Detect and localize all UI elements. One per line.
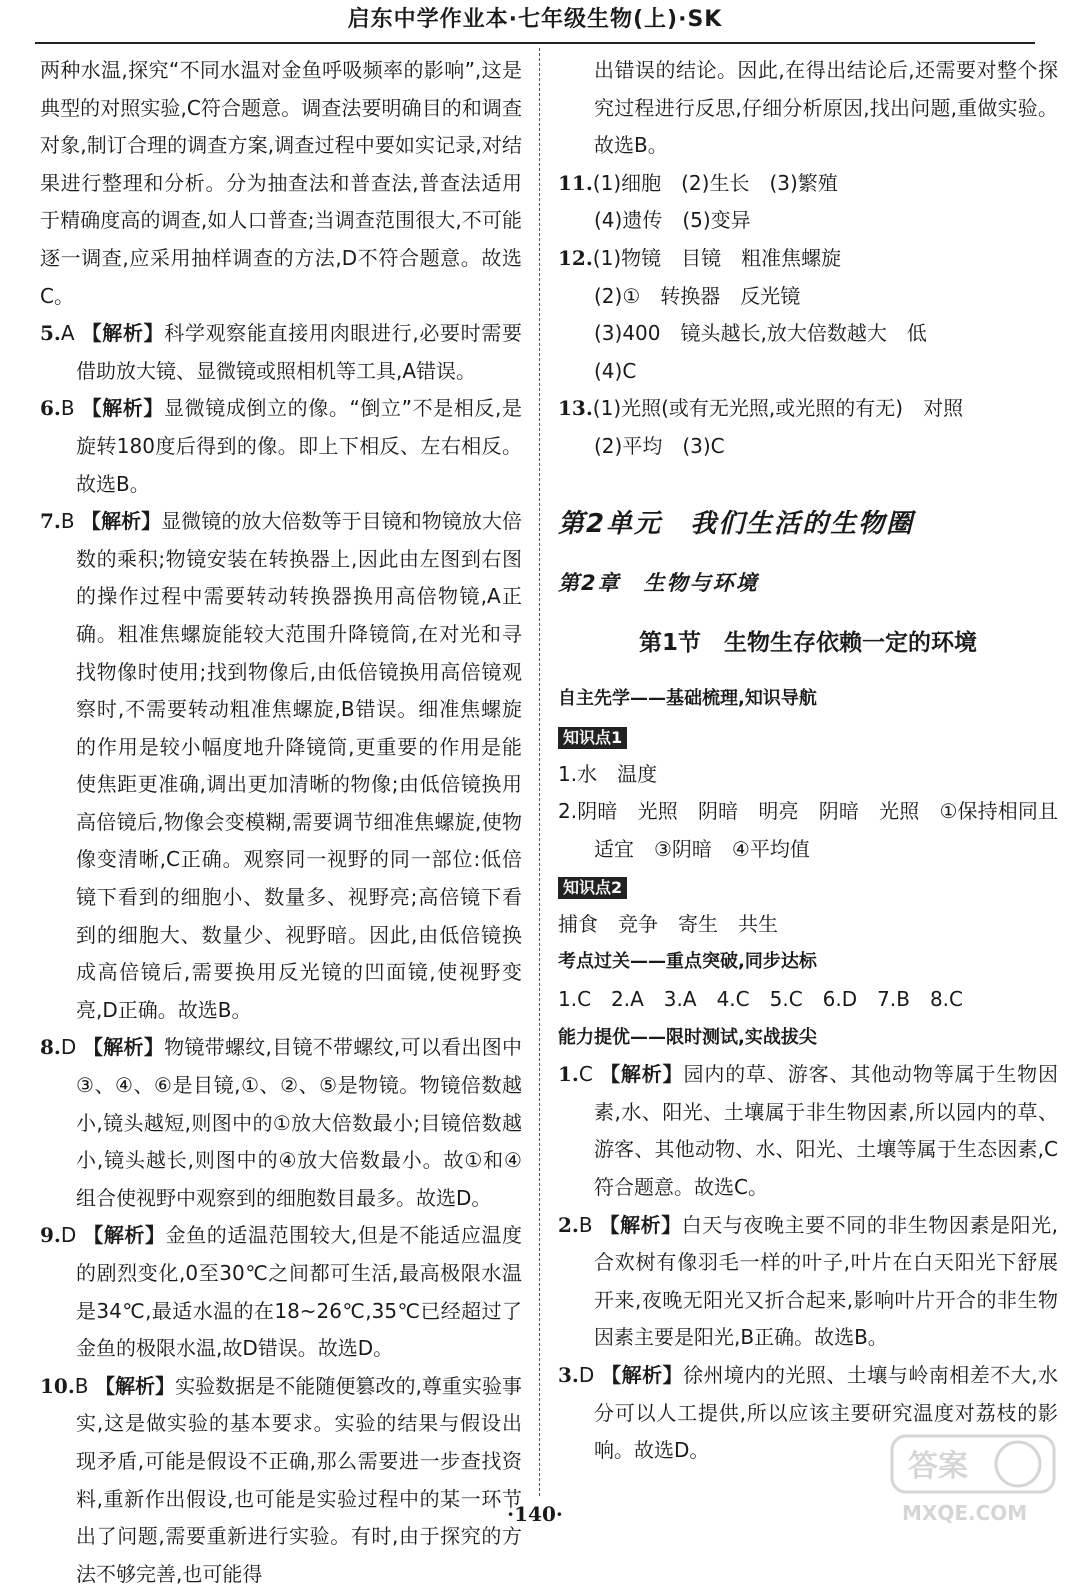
watermark-logo [888, 1428, 1058, 1528]
answer-11: 11.(1)细胞 (2)生长 (3)繁殖 (4)遗传 (5)变异 [558, 170, 838, 233]
ability-answer-1: 1.C 【解析】园内的草、游客、其他动物等属于生物因素,水、阳光、土壤属于非生物因素,所以园内的草、游客、其他动物、水、阳光、土壤等属于生态因素,C符合题意。故选C。 [558, 1062, 1059, 1200]
subheading-checkpoint: 考点过关——重点突破,同步达标 [558, 951, 817, 973]
intro-paragraph: 两种水温,探究“不同水温对金鱼呼吸频率的影响”,这是典型的对照实验,C符合题意。调查法要明确目的和调查对象,制订合理的调查方案,调查过程中要如实记录,对结果进行整理和分析。分为抽查法和普查法,普查法适用于精确度高的调查,如人口普查;当调查范围很大,不可能逐一调查,应采用抽样调查的方法,D不符合题意。故选C。 [40, 58, 522, 308]
answer-8: 8.D 【解析】物镜带螺纹,目镜不带螺纹,可以看出图中③、④、⑥是目镜,①、②、⑤是物镜。物镜倍数越小,镜头越短,则图中的①放大倍数最小;目镜倍数越小,镜头越长,则图中的④放大倍数最小。故①和④组合使视野中观察到的细胞数目最多。故选D。 [40, 1035, 523, 1210]
ability-answer-3: 3.D 【解析】徐州境内的光照、土壤与岭南相差不大,水分可以人工提供,所以应该主要研究温度对荔枝的影响。故选D。 [558, 1363, 1059, 1463]
subheading-ability: 能力提优——限时测试,实战拔尖 [558, 1026, 817, 1048]
chapter-title: 第2章 生物与环境 [558, 571, 759, 596]
ability-answer-2: 2.B 【解析】白天与夜晚主要不同的非生物因素是阳光,合欢树有像羽毛一样的叶子,叶片在白天阳光下舒展开来,夜晚无阳光又折合起来,影响叶片开合的非生物因素主要是阳光,B正确。故选B。 [558, 1212, 1059, 1350]
svg-text:答案: 答案 [908, 1449, 968, 1484]
page-header: 启东中学作业本·七年级生物(上)·SK [35, 0, 1035, 44]
knowledge-point-badge-2: 知识点2 [558, 877, 627, 899]
answer-10-continued: 出错误的结论。因此,在得出结论后,还需要对整个探究过程进行反思,仔细分析原因,找出问题,重做实验。故选B。 [594, 58, 1058, 158]
answer-13: 13.(1)光照(或有无光照,或光照的有无) 对照 (2)平均 (3)C [558, 396, 964, 458]
column-divider [539, 48, 540, 1496]
kp1-answer-2: 2.阴暗 光照 阴暗 明亮 阴暗 光照 ①保持相同且适宜 ③阴暗 ④平均值 [558, 799, 1058, 861]
answer-9: 9.D 【解析】金鱼的适温范围较大,但是不能适应温度的剧烈变化,0至30℃之间都可生活,最高极限水温是34℃,最适水温的在18~26℃,35℃已经超过了金鱼的极限水温,故D错误。故选D。 [40, 1223, 523, 1361]
subheading-self-study: 自主先学——基础梳理,知识导航 [558, 688, 817, 710]
quick-answers: 1.C 2.A 3.A 4.C 5.C 6.D 7.B 8.C [558, 987, 963, 1012]
answer-7: 7.B 【解析】显微镜的放大倍数等于目镜和物镜放大倍数的乘积;物镜安装在转换器上,因此由左图到右图的操作过程中需要转动转换器换用高倍物镜,A正确。粗准焦螺旋能较大范围升降镜筒,在对光和寻找物像时使用;找到物像后,由低倍镜换用高倍镜观察时,不需要转动粗准焦螺旋,B错误。细准焦螺旋的作用是较小幅度地升降镜筒,更重要的作用是能使焦距更准确,调出更加清晰的物像;由低倍镜换用高倍镜后,物像会变模糊,需要调节细准焦螺旋,使物像变清晰,C正确。观察同一视野的同一部位:低倍镜下看到的细胞小、数量多、视野亮;高倍镜下看到的细胞大、数量少、视野暗。因此,由低倍镜换成高倍镜后,需要换用反光镜的凹面镜,使视野变亮,D正确。故选B。 [40, 509, 523, 1022]
page-number: ·140· [507, 1502, 563, 1526]
knowledge-point-badge-1: 知识点1 [558, 727, 627, 749]
unit-title: 第2单元 我们生活的生物圈 [558, 508, 915, 539]
answer-5: 5.A 【解析】科学观察能直接用肉眼进行,必要时需要借助放大镜、显微镜或照相机等工具,A错误。 [40, 321, 523, 383]
left-column [40, 52, 522, 1593]
answer-12: 12.(1)物镜 目镜 粗准焦螺旋 (2)① 转换器 反光镜 (3)400 镜头越长,放大倍数越大 低 (4)C [558, 245, 927, 383]
answer-10: 10.B 【解析】实验数据是不能随便篡改的,尊重实验事实,这是做实验的基本要求。实验的结果与假设出现矛盾,可能是假设不正确,那么需要进一步查找资料,重新作出假设,也可能是实验过程中的某一环节出了问题,需要重新进行实验。有时,由于探究的方法不够完善,也可能得 [40, 1373, 523, 1586]
answer-6: 6.B 【解析】显微镜成倒立的像。“倒立”不是相反,是旋转180度后得到的像。即上下相反、左右相反。故选B。 [40, 396, 522, 496]
right-column [558, 52, 1058, 1470]
section-title: 第1节 生物生存依赖一定的环境 [638, 629, 977, 656]
kp2-answer: 捕食 竞争 寄生 共生 [558, 911, 778, 936]
kp1-answer-1: 1.水 温度 [558, 761, 658, 786]
svg-text:MXQE.COM: MXQE.COM [902, 1501, 1028, 1525]
